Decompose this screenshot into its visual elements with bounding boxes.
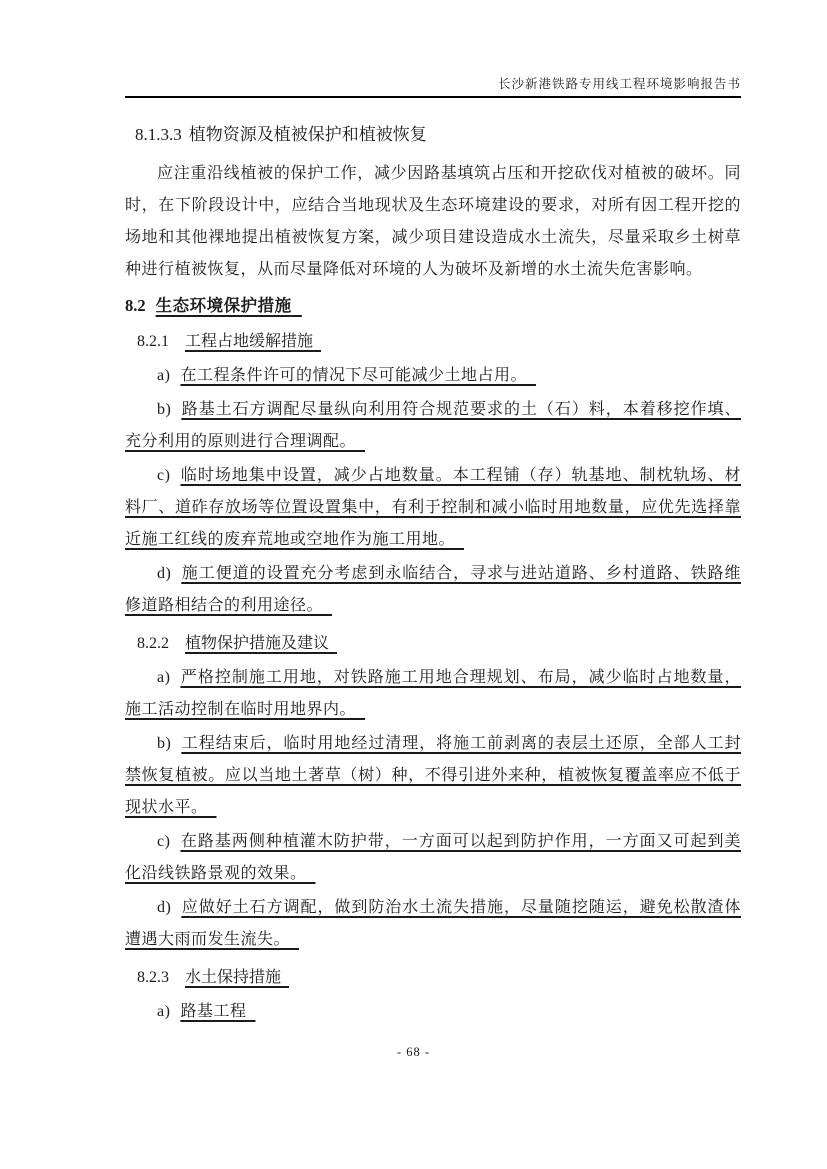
item-text: 路基土石方调配尽量纵向利用符合规范要求的土（石）料，本着移挖作填、充分利用的原则进行合理调配。 [125,401,741,450]
heading-8-1-3-3 [135,122,741,148]
heading-title: 植物资源及植被保护和植被恢复 [188,125,427,144]
list-item [125,826,741,890]
item-marker: a) [157,367,171,384]
list-item [125,662,741,726]
item-text: 路基工程 [180,1003,247,1020]
heading-number: 8.2.2 [137,635,169,652]
item-marker: c) [157,467,171,484]
list-item [125,394,741,458]
heading-title: 工程占地缓解措施 [185,333,314,350]
item-marker: b) [157,401,172,418]
item-marker: a) [157,1003,171,1020]
list-item [125,360,741,392]
heading-number: 8.2 [125,296,146,315]
item-text: 严格控制施工用地，对铁路施工用地合理规划、布局，减少临时占地数量，施工活动控制在临时用地界内。 [125,669,741,718]
item-marker: b) [157,735,172,752]
heading-8-2-2 [137,630,741,658]
item-marker: a) [157,669,171,686]
item-text: 施工便道的设置充分考虑到永临结合，寻求与进站道路、乡村道路、铁路维修道路相结合的利用途径。 [125,565,741,614]
paragraph-vegetation-protection: 应注重沿线植被的保护工作，减少因路基填筑占压和开挖砍伐对植被的破坏。同时，在下阶段设计中，应结合当地现状及生态环境建设的要求，对所有因工程开挖的场地和其他裸地提出植被恢复方案，减少项目建设造成水土流失，尽量采取乡土树草种进行植被恢复，从而尽量降低对环境的人为破坏及新增的水土流失危害影响。 [125,165,741,278]
heading-8-2-3 [137,964,741,992]
page-header [125,76,741,98]
heading-title: 生态环境保护措施 [155,297,292,315]
page-number: - 68 - [396,1045,431,1059]
heading-title: 植物保护措施及建议 [185,635,330,652]
list-item [125,728,741,824]
list-item [125,892,741,956]
list-item [125,996,741,1028]
list-item [125,460,741,556]
item-text: 工程结束后，临时用地经过清理，将施工前剥离的表层土还原，全部人工封禁恢复植被。应以当地土著草（树）种，不得引进外来种，植被恢复覆盖率应不低于现状水平。 [125,735,741,816]
item-marker: c) [157,833,171,850]
header-title: 长沙新港铁路专用线工程环境影响报告书 [497,77,741,91]
item-text: 临时场地集中设置，减少占地数量。本工程铺（存）轨基地、制枕轨场、材料厂、道砟存放场等位置设置集中，有利于控制和减小临时用地数量，应优先选择靠近施工红线的废弃荒地或空地作为施工用地。 [125,467,741,548]
item-text: 应做好土石方调配，做到防治水土流失措施，尽量随挖随运，避免松散渣体遭遇大雨而发生流失。 [125,899,741,948]
item-text: 在工程条件许可的情况下尽可能减少土地占用。 [180,367,527,384]
heading-8-2-1 [137,328,741,356]
list-item [125,558,741,622]
heading-title: 水土保持措施 [185,969,282,986]
item-text: 在路基两侧种植灌木防护带，一方面可以起到防护作用，一方面又可起到美化沿线铁路景观的效果。 [125,833,741,882]
heading-8-2 [125,292,741,320]
heading-number: 8.1.3.3 [135,125,182,144]
heading-number: 8.2.1 [137,333,169,350]
document-content [125,0,741,1028]
item-marker: d) [157,565,172,582]
heading-number: 8.2.3 [137,969,169,986]
item-marker: d) [157,899,172,916]
